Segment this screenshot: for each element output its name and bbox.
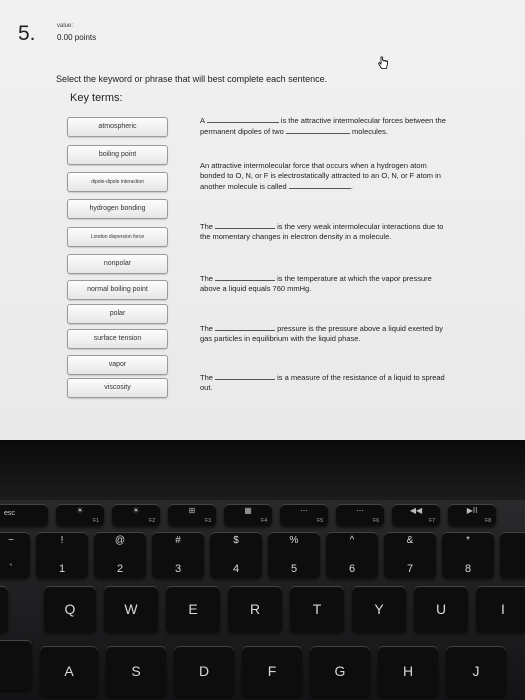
key-5[interactable]: % 5 [268,532,320,578]
sentence-6-part-b: is a measure of the resistance of a liquid to spread [277,373,445,382]
key-9[interactable] [500,532,525,578]
sentence-3 [200,221,490,242]
key-y[interactable]: Y [352,586,406,632]
key-f8[interactable]: ▶II F8 [448,504,496,526]
key-7[interactable]: & 7 [384,532,436,578]
term-surface-tension[interactable]: surface tension [67,329,168,349]
hand-cursor-icon [377,56,389,70]
term-atmospheric[interactable]: atmospheric [67,117,168,137]
key-d[interactable]: D [174,646,234,696]
blank-1b[interactable] [286,126,350,134]
sentence-4-line-2: above a liquid equals 760 mmHg. [200,284,312,293]
term-london-dispersion-force[interactable]: London dispersion force [67,227,168,247]
key-esc[interactable]: esc [0,504,48,526]
sentence-2-line-1: An attractive intermolecular force that occurs when a hydrogen atom [200,161,427,170]
sentence-2-part-d: . [350,182,353,191]
key-2[interactable]: @ 2 [94,532,146,578]
laptop-bezel [0,440,525,500]
sentence-6-part-a: The [200,373,213,382]
sentence-4-part-b: is the temperature at which the vapor pressure [277,274,432,283]
sentence-5-part-a: The [200,324,213,333]
sentence-3-part-b: is the very weak intermolecular interactions due to [277,222,444,231]
key-backtick[interactable]: ~ ` [0,532,30,578]
key-1[interactable]: ! 1 [36,532,88,578]
sentence-1-part-d: molecules. [352,127,388,136]
points-value: 0.00 points [57,33,97,42]
blank-3[interactable] [215,221,275,229]
sentence-5-line-2: gas particles in equilibrium with the liquid phase. [200,334,361,343]
key-f3[interactable]: ⊞ F3 [168,504,216,526]
value-label: value: [57,23,74,29]
instruction-text: Select the keyword or phrase that will best complete each sentence. [56,74,328,84]
key-t[interactable]: T [290,586,344,632]
term-nonpolar[interactable]: nonpolar [67,254,168,274]
keyboard [0,500,525,700]
key-e[interactable]: E [166,586,220,632]
key-f7[interactable]: ◀◀ F7 [392,504,440,526]
sentence-2 [200,161,490,192]
sentence-5 [200,323,490,344]
sentence-4-part-a: The [200,274,213,283]
sentence-6-line-2: out. [200,383,213,392]
sentence-1-part-c: permanent dipoles of two [200,127,284,136]
sentence-1 [200,115,490,137]
sentence-3-part-a: The [200,222,213,231]
blank-5[interactable] [215,323,275,331]
key-w[interactable]: W [104,586,158,632]
key-j[interactable]: J [446,646,506,696]
key-g[interactable]: G [310,646,370,696]
term-polar[interactable]: polar [67,304,168,324]
key-tab[interactable] [0,586,8,632]
sentence-1-part-b: is the attractive intermolecular forces between the [280,116,446,125]
sentence-1-part-a: A [200,116,205,125]
blank-6[interactable] [215,372,275,380]
key-f[interactable]: F [242,646,302,696]
term-normal-boiling-point[interactable]: normal boiling point [67,280,168,300]
key-f5[interactable]: ⋯ F5 [280,504,328,526]
key-caps-lock[interactable] [0,640,32,690]
term-hydrogen-bonding[interactable]: hydrogen bonding [67,199,168,219]
key-a[interactable]: A [40,646,98,696]
key-4[interactable]: $ 4 [210,532,262,578]
key-i[interactable]: I [476,586,525,632]
key-8[interactable]: * 8 [442,532,494,578]
blank-4[interactable] [215,273,275,281]
term-viscosity[interactable]: viscosity [67,378,168,398]
key-f6[interactable]: ⋯ F6 [336,504,384,526]
sentence-2-line-2: bonded to O, N, or F is electrostatically attracted to an O, N, or F atom in [200,171,441,180]
term-dipole-dipole-interaction[interactable]: dipole-dipole interaction [67,172,168,192]
key-u[interactable]: U [414,586,468,632]
key-3[interactable]: # 3 [152,532,204,578]
term-boiling-point[interactable]: boiling point [67,145,168,165]
key-6[interactable]: ^ 6 [326,532,378,578]
sentence-2-part-c: another molecule is called [200,182,287,191]
blank-1a[interactable] [207,115,279,123]
key-f4[interactable]: ▦ F4 [224,504,272,526]
key-f1[interactable]: ☀ F1 [56,504,104,526]
sentence-6 [200,372,490,393]
key-s[interactable]: S [106,646,166,696]
sentence-5-part-b: pressure is the pressure above a liquid exerted by [277,324,444,333]
term-vapor[interactable]: vapor [67,355,168,375]
key-h[interactable]: H [378,646,438,696]
sentence-4 [200,273,490,294]
key-terms-heading: Key terms: [70,92,123,104]
key-f2[interactable]: ☀ F2 [112,504,160,526]
question-number: 5. [18,22,36,45]
key-q[interactable]: Q [44,586,96,632]
key-r[interactable]: R [228,586,282,632]
sentence-3-line-2: the momentary changes in electron density in a molecule. [200,232,392,241]
blank-2[interactable] [289,181,351,189]
